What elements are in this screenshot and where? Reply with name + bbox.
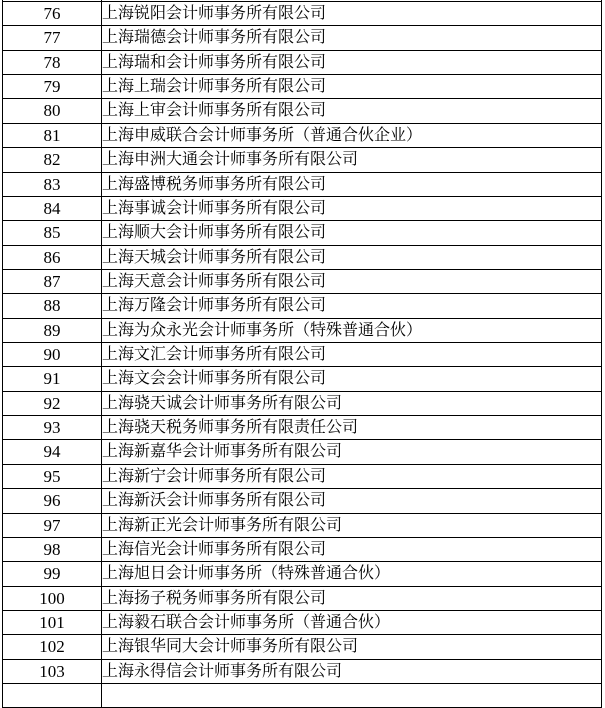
table-row — [3, 513, 602, 537]
row-number-cell: 85 — [3, 221, 102, 245]
row-number-cell: 84 — [3, 196, 102, 220]
table-row — [3, 318, 602, 342]
table-row — [3, 537, 602, 561]
firm-name-cell: 上海永得信会计师事务所有限公司 — [102, 659, 602, 683]
table-row — [3, 294, 602, 318]
table-row — [3, 123, 602, 147]
firm-name-cell: 上海新宁会计师事务所有限公司 — [102, 464, 602, 488]
firm-name-cell: 上海上瑞会计师事务所有限公司 — [102, 75, 602, 99]
row-number-cell: 93 — [3, 416, 102, 440]
firm-name-cell: 上海毅石联合会计师事务所（普通合伙） — [102, 610, 602, 634]
firm-name-cell: 上海申威联合会计师事务所（普通合伙企业） — [102, 123, 602, 147]
row-number-cell: 79 — [3, 75, 102, 99]
row-number-cell: 103 — [3, 659, 102, 683]
table-row — [3, 148, 602, 172]
table-row — [3, 99, 602, 123]
firm-name-cell: 上海天意会计师事务所有限公司 — [102, 269, 602, 293]
table-row — [3, 440, 602, 464]
table-row — [3, 367, 602, 391]
firm-table-body — [3, 0, 602, 708]
firm-name-cell: 上海天城会计师事务所有限公司 — [102, 245, 602, 269]
firm-list-region — [2, 0, 602, 708]
firm-name-cell: 上海为众永光会计师事务所（特殊普通合伙） — [102, 318, 602, 342]
row-number-cell: 89 — [3, 318, 102, 342]
firm-name-cell: 上海文汇会计师事务所有限公司 — [102, 343, 602, 367]
row-number-cell: 76 — [3, 2, 102, 26]
firm-name-cell: 上海新沃会计师事务所有限公司 — [102, 489, 602, 513]
firm-name-cell: 上海上审会计师事务所有限公司 — [102, 99, 602, 123]
table-row — [3, 562, 602, 586]
row-number-cell: 86 — [3, 245, 102, 269]
table-row — [3, 635, 602, 659]
firm-table — [2, 0, 602, 708]
row-number-cell: 87 — [3, 269, 102, 293]
table-row — [3, 489, 602, 513]
firm-name-cell: 上海骁天税务师事务所有限责任公司 — [102, 416, 602, 440]
table-row — [3, 196, 602, 220]
firm-name-cell: 上海扬子税务师事务所有限公司 — [102, 586, 602, 610]
table-row — [3, 659, 602, 683]
firm-name-cell: 上海事诚会计师事务所有限公司 — [102, 196, 602, 220]
row-number-cell: 90 — [3, 343, 102, 367]
row-number-cell: 98 — [3, 537, 102, 561]
table-row — [3, 2, 602, 26]
table-row — [3, 221, 602, 245]
table-row — [3, 610, 602, 634]
row-number-cell: 100 — [3, 586, 102, 610]
row-number-cell: 102 — [3, 635, 102, 659]
table-row — [3, 343, 602, 367]
row-number-cell: 78 — [3, 50, 102, 74]
row-number-cell: 80 — [3, 99, 102, 123]
table-row — [3, 269, 602, 293]
table-row — [3, 50, 602, 74]
firm-name-cell: 上海瑞和会计师事务所有限公司 — [102, 50, 602, 74]
row-number-cell: 95 — [3, 464, 102, 488]
firm-name-cell: 上海银华同大会计师事务所有限公司 — [102, 635, 602, 659]
firm-name-cell: 上海骁天诚会计师事务所有限公司 — [102, 391, 602, 415]
row-number-cell: 83 — [3, 172, 102, 196]
firm-name-cell — [102, 684, 602, 708]
table-row — [3, 245, 602, 269]
table-row — [3, 391, 602, 415]
row-number-cell: 88 — [3, 294, 102, 318]
firm-name-cell: 上海信光会计师事务所有限公司 — [102, 537, 602, 561]
table-row — [3, 416, 602, 440]
row-number-cell: 92 — [3, 391, 102, 415]
row-number-cell: 101 — [3, 610, 102, 634]
firm-name-cell: 上海申洲大通会计师事务所有限公司 — [102, 148, 602, 172]
table-row — [3, 26, 602, 50]
row-number-cell: 77 — [3, 26, 102, 50]
row-number-cell: 96 — [3, 489, 102, 513]
table-row — [3, 172, 602, 196]
firm-name-cell: 上海盛博税务师事务所有限公司 — [102, 172, 602, 196]
row-number-cell — [3, 684, 102, 708]
row-number-cell: 91 — [3, 367, 102, 391]
row-number-cell: 94 — [3, 440, 102, 464]
firm-name-cell: 上海瑞德会计师事务所有限公司 — [102, 26, 602, 50]
firm-name-cell: 上海锐阳会计师事务所有限公司 — [102, 2, 602, 26]
row-number-cell: 82 — [3, 148, 102, 172]
table-row — [3, 586, 602, 610]
firm-name-cell: 上海顺大会计师事务所有限公司 — [102, 221, 602, 245]
firm-name-cell: 上海新正光会计师事务所有限公司 — [102, 513, 602, 537]
bottom-clipped-row — [3, 684, 602, 708]
table-row — [3, 464, 602, 488]
row-number-cell: 99 — [3, 562, 102, 586]
firm-name-cell: 上海新嘉华会计师事务所有限公司 — [102, 440, 602, 464]
firm-name-cell: 上海旭日会计师事务所（特殊普通合伙） — [102, 562, 602, 586]
table-row — [3, 75, 602, 99]
row-number-cell: 97 — [3, 513, 102, 537]
row-number-cell: 81 — [3, 123, 102, 147]
firm-name-cell: 上海万隆会计师事务所有限公司 — [102, 294, 602, 318]
firm-name-cell: 上海文会会计师事务所有限公司 — [102, 367, 602, 391]
